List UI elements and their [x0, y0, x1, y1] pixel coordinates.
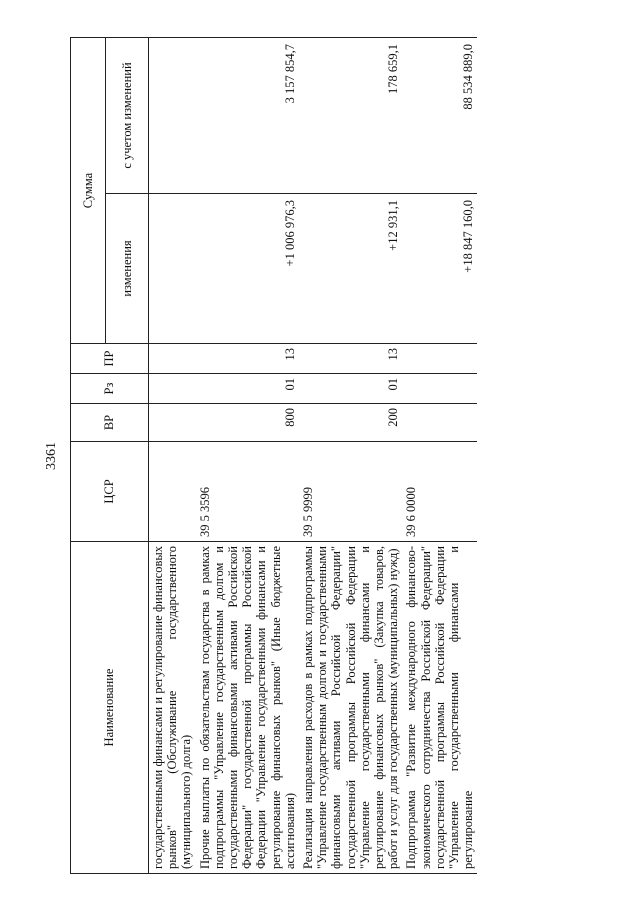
row-rz: 01 — [299, 374, 402, 404]
header-rz: Рз — [71, 374, 149, 404]
page-number: 3361 — [44, 442, 59, 470]
row-rz — [149, 374, 196, 404]
header-pr: ПР — [71, 344, 149, 374]
header-change: изменения — [106, 194, 149, 344]
row-vr — [149, 404, 196, 442]
row-change: +18 847 160,0 — [402, 194, 477, 344]
table-row — [402, 38, 477, 874]
header-csr: ЦСР — [71, 442, 149, 542]
row-with-changes: 178 659,1 — [299, 38, 402, 194]
row-vr: 800 — [196, 404, 299, 442]
row-csr: 39 6 0000 — [402, 442, 477, 542]
row-rz: 01 — [196, 374, 299, 404]
table-row — [299, 38, 402, 874]
row-name: государственными финансами и регулирование финансовых рынков" (Обслуживание государственного (муниципального) долга) — [149, 542, 196, 874]
row-with-changes — [149, 38, 196, 194]
table-row — [196, 38, 299, 874]
row-change: +12 931,1 — [299, 194, 402, 344]
row-pr — [402, 344, 477, 374]
row-with-changes: 88 534 889,0 — [402, 38, 477, 194]
header-row-1 — [71, 38, 106, 874]
rotated-landscape-page — [30, 32, 578, 880]
row-name: Подпрограмма "Развитие международного финансово-экономического сотрудничества Российской Федерации" государственной программы Российской Федерации "Управление государственными финансами и регулирование — [402, 542, 477, 874]
row-csr — [149, 442, 196, 542]
budget-table — [70, 37, 477, 874]
row-name: Реализация направления расходов в рамках подпрограммы "Управление государственным долгом и государственными финансовыми активами Российской Федерации" государственной программы Российской Федерации "Управление государственными финансами и регулирование финансовых рынков" (Закупка товаров, работ и услуг для государственных (муниципальных) нужд) — [299, 542, 402, 874]
header-sum: Сумма — [71, 38, 106, 344]
row-pr — [149, 344, 196, 374]
row-change: +1 006 976,3 — [196, 194, 299, 344]
row-pr: 13 — [196, 344, 299, 374]
row-csr: 39 5 3596 — [196, 442, 299, 542]
row-name: Прочие выплаты по обязательствам государства в рамках подпрограммы "Управление государственным долгом и государственными финансовыми активами Российской Федерации" государственной программы Российской Федерации "Управление государственными финансами и регулирование финансовых рынков" (Иные бюджетные ассигнования) — [196, 542, 299, 874]
row-vr — [402, 404, 477, 442]
row-csr: 39 5 9999 — [299, 442, 402, 542]
header-name: Наименование — [71, 542, 149, 874]
row-vr: 200 — [299, 404, 402, 442]
row-change — [149, 194, 196, 344]
row-pr: 13 — [299, 344, 402, 374]
header-vr: ВР — [71, 404, 149, 442]
row-with-changes: 3 157 854,7 — [196, 38, 299, 194]
header-with-changes: с учетом изменений — [106, 38, 149, 194]
row-rz — [402, 374, 477, 404]
table-row — [149, 38, 196, 874]
